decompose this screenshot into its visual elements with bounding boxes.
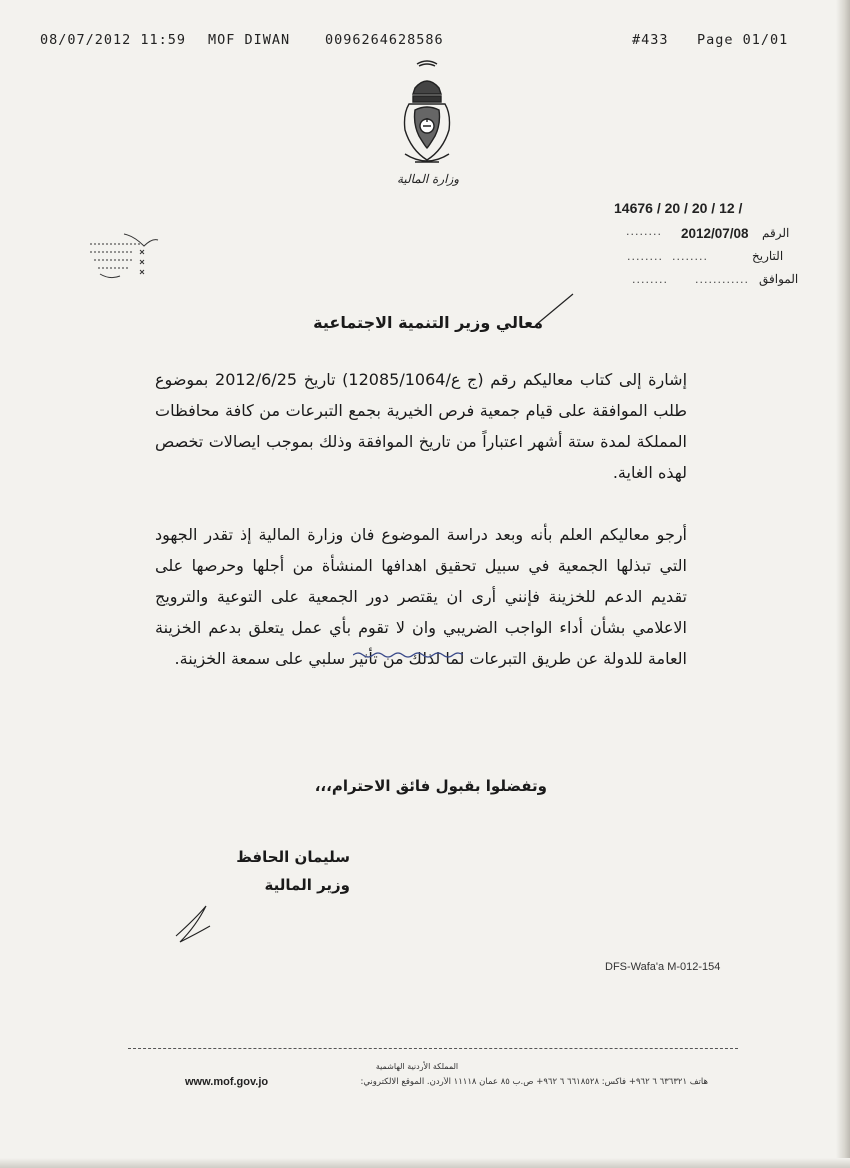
handwritten-underline-icon [353, 650, 463, 660]
fax-phone: 0096264628586 [325, 32, 444, 48]
paragraph-2: أرجو معاليكم العلم بأنه وبعد دراسة الموضوع فان وزارة المالية إذ تقدر الجهود التي تبذلها الجمعية في سبيل تحقيق اهدافها المنشأة من أجلها وحرصها على تقديم الدعم للخزينة فإنني أرى ان يقتصر دور الجمعية على التوعية والترويج الاعلامي بشأن أداء الواجب الضريبي وان لا تقوم بأي عمل يتعلق بدعم الخزينة العامة للدولة عن طريق التبرعات لما لذلك من تأثير سلبي على سمعة الخزينة. [155, 525, 687, 668]
signature-icon [168, 880, 228, 950]
document-reference: DFS-Wafa'a M-012-154 [605, 961, 721, 973]
footer-website: www.mof.gov.jo [185, 1076, 269, 1088]
date-label: التاريخ [752, 249, 784, 263]
routing-stamp-icon [84, 230, 164, 286]
fax-page-number: Page 01/01 [697, 32, 789, 48]
date-dots-2: ........ [672, 250, 708, 263]
letter-date: 2012/07/08 [681, 226, 749, 241]
addressee: معالي وزير التنمية الاجتماعية [313, 313, 543, 332]
footer-contact: هاتف ٦٣٦٣٢١ ٦ ٩٦٢+ فاكس: ٦٦١٨٥٢٨ ٦ ٩٦٢+ ص.ب ٨٥ عمان ١١١١٨ الأردن. الموقع الالكتروني: [360, 1077, 708, 1087]
date-dots-1: ........ [627, 250, 663, 263]
corr-dots-2: ............ [695, 273, 749, 286]
reference-number: 14676 / 20 / 20 / 12 / [614, 200, 743, 216]
signatory-name: سليمان الحافظ [236, 848, 350, 866]
fax-job-number: #433 [632, 32, 669, 48]
fax-sender: MOF DIWAN [208, 32, 291, 48]
fax-datetime: 08/07/2012 11:59 [40, 32, 187, 48]
corr-label: الموافق [759, 272, 799, 286]
footer-kingdom: المملكة الأردنية الهاشمية [375, 1062, 459, 1071]
corr-dots-1: ........ [632, 273, 668, 286]
closing-line: وتفضلوا بقبول فائق الاحترام،،، [314, 777, 547, 795]
footer-divider [128, 1048, 738, 1049]
coat-of-arms-icon [395, 58, 459, 188]
ministry-name: وزارة المالية [396, 172, 460, 186]
scan-edge-right [836, 0, 850, 1168]
scan-edge-bottom [0, 1158, 850, 1168]
ref-dots: ........ [626, 225, 662, 238]
signatory-title: وزير المالية [264, 876, 350, 894]
paragraph-1: إشارة إلى كتاب معاليكم رقم (ج ع/12085/1064) تاريخ 2012/6/25 بموضوع طلب الموافقة على قيام جمعية فرص الخيرية بجمع التبرعات من كافة محافظات المملكة لمدة ستة أشهر اعتباراً من تاريخ الموافقة وذلك بموجب ايصالات تخصص لهذه الغاية. [155, 370, 688, 482]
ref-label: الرقم [762, 226, 790, 240]
